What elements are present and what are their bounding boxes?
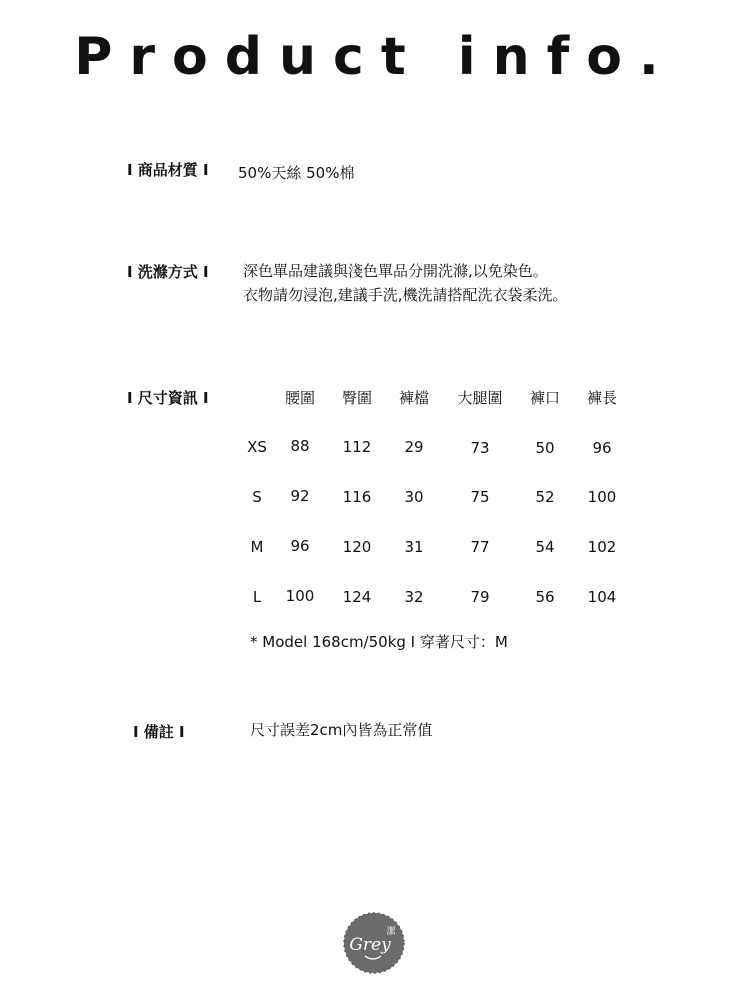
- size-cell: 77: [470, 538, 490, 556]
- size-cell: 102: [587, 538, 617, 556]
- logo-mark-char: 潔: [386, 927, 396, 937]
- size-cell: 52: [535, 488, 555, 506]
- size-cell: 112: [342, 438, 372, 456]
- washing-line-2: 衣物請勿浸泡,建議手洗,機洗請搭配洗衣袋柔洗。: [243, 286, 568, 304]
- washing-line-1: 深色單品建議與淺色單品分開洗滌,以免染色。: [243, 262, 548, 280]
- size-cell: 100: [285, 587, 315, 605]
- size-header-waist: 腰圍: [284, 389, 316, 407]
- size-row-name: M: [250, 538, 264, 556]
- brand-logo-mark: [343, 912, 405, 974]
- size-cell: 29: [404, 438, 424, 456]
- brand-logo: [343, 912, 405, 974]
- size-cell: 88: [290, 437, 310, 455]
- remarks-value: 尺寸誤差2cm內皆為正常值: [250, 721, 433, 739]
- washing-label: I 洗滌方式 I: [127, 263, 209, 281]
- size-header-thigh: 大腿圍: [457, 389, 503, 407]
- size-row-name: XS: [247, 438, 267, 456]
- size-row-name: L: [252, 588, 262, 606]
- size-row-name: S: [252, 488, 262, 506]
- page-title: Product info.: [74, 27, 676, 87]
- size-cell: 124: [342, 588, 372, 606]
- size-label: I 尺寸資訊 I: [127, 389, 209, 407]
- size-cell: 96: [290, 537, 310, 555]
- size-cell: 92: [290, 487, 310, 505]
- size-cell: 54: [535, 538, 555, 556]
- size-cell: 100: [587, 488, 617, 506]
- material-label: I 商品材質 I: [127, 161, 209, 179]
- size-cell: 120: [342, 538, 372, 556]
- size-header-hem: 褲口: [529, 389, 561, 407]
- size-cell: 50: [535, 439, 555, 457]
- size-header-length: 褲長: [586, 389, 618, 407]
- size-header-rise: 褲檔: [398, 389, 430, 407]
- size-cell: 116: [342, 488, 372, 506]
- size-header-hip: 臀圍: [341, 389, 373, 407]
- logo-text: Grey: [349, 935, 391, 955]
- size-cell: 31: [404, 538, 424, 556]
- model-note: * Model 168cm/50kg I 穿著尺寸：M: [250, 633, 508, 651]
- size-cell: 75: [470, 488, 490, 506]
- size-cell: 56: [535, 588, 555, 606]
- size-cell: 79: [470, 588, 490, 606]
- material-value: 50%天絲 50%棉: [238, 164, 355, 182]
- remarks-label: I 備註 I: [133, 723, 185, 741]
- size-cell: 73: [470, 439, 490, 457]
- size-cell: 30: [404, 488, 424, 506]
- size-cell: 104: [587, 588, 617, 606]
- size-cell: 96: [592, 439, 612, 457]
- size-cell: 32: [404, 588, 424, 606]
